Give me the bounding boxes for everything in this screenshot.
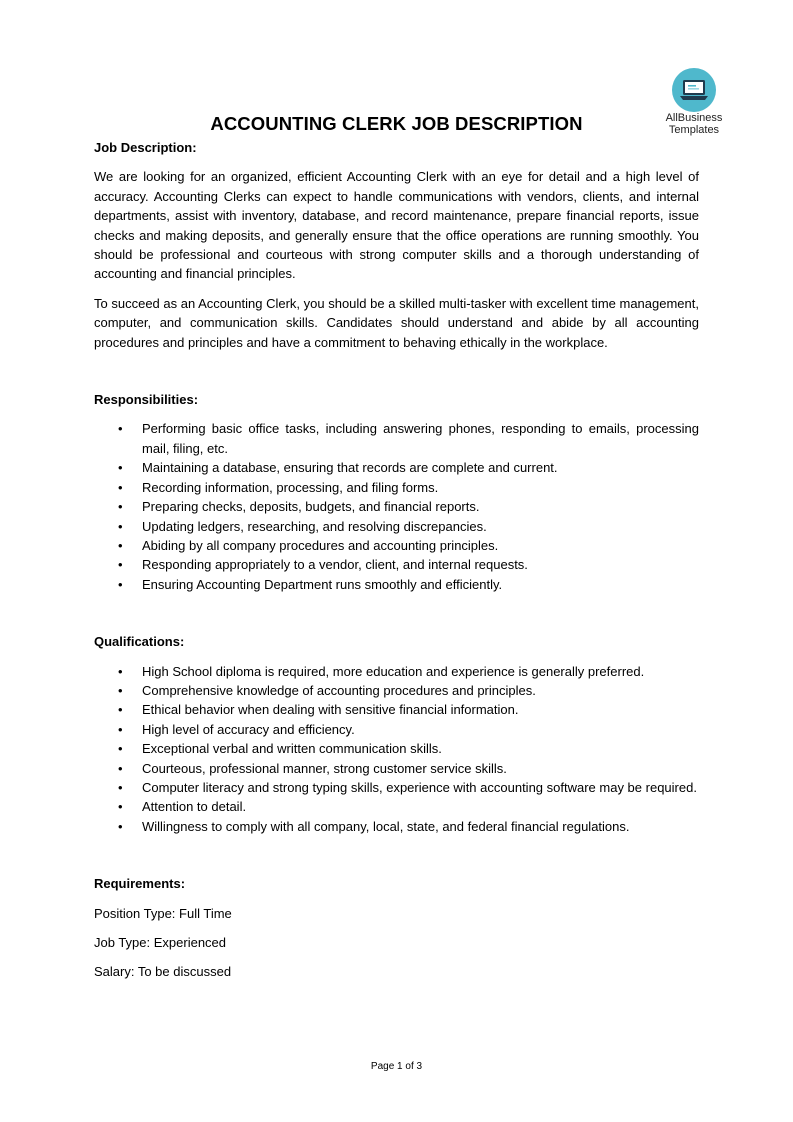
bullet-icon: •: [118, 682, 123, 698]
list-item: • Abiding by all company procedures and accounting principles.: [94, 536, 699, 555]
responsibilities-list: [94, 419, 699, 594]
document-body: [94, 138, 699, 982]
list-item: • Comprehensive knowledge of accounting procedures and principles.: [94, 681, 699, 700]
bullet-icon: •: [118, 479, 123, 495]
job-type: Job Type: Experienced: [94, 935, 227, 950]
job-description-paragraph-1: We are looking for an organized, efficient Accounting Clerk with an eye for detail and a high level of accuracy. Accounting Clerks can expect to handle communications with vendors, clients, and internal departments, assist with inventory, database, and record maintenance, prepare financial reports, issue checks and making deposits, and generally ensure that the office operations are running smoothly. You should be professional and courteous with strong computer skills and a thorough understanding of accounting and financial principles.: [94, 169, 699, 282]
qualifications-heading: Qualifications:: [94, 634, 185, 650]
bullet-icon: •: [118, 518, 123, 534]
list-item: • Computer literacy and strong typing skills, experience with accounting software may be required.: [94, 778, 699, 797]
list-item: • Preparing checks, deposits, budgets, and financial reports.: [94, 497, 699, 516]
bullet-icon: •: [118, 499, 123, 515]
list-item: • Performing basic office tasks, including answering phones, responding to emails, processing mail, filing, etc.: [118, 421, 699, 456]
job-description-paragraph-2: To succeed as an Accounting Clerk, you should be a skilled multi-tasker with excellent time management, computer, and communication skills. Candidates should understand and abide by all accounting procedures and principles and have a commitment to behaving ethically in the workplace.: [94, 295, 699, 350]
laptop-icon: [672, 68, 716, 112]
bullet-icon: •: [118, 576, 123, 592]
page-footer: Page 1 of 3: [370, 1061, 423, 1072]
bullet-icon: •: [118, 421, 123, 437]
list-item: • Responding appropriately to a vendor, client, and internal requests.: [94, 555, 699, 574]
list-item: • Ethical behavior when dealing with sensitive financial information.: [94, 700, 699, 719]
list-item: • Attention to detail.: [94, 797, 699, 816]
salary: Salary: To be discussed: [94, 964, 232, 980]
bullet-icon: •: [118, 779, 123, 795]
bullet-icon: •: [118, 721, 123, 737]
qualifications-list: [94, 662, 699, 837]
bullet-icon: •: [118, 460, 123, 476]
list-item: • Updating ledgers, researching, and resolving discrepancies.: [94, 517, 699, 536]
list-item: • Maintaining a database, ensuring that records are complete and current.: [94, 458, 699, 477]
list-item: • Willingness to comply with all company, local, state, and federal financial regulations.: [94, 817, 699, 836]
job-description-heading: Job Description:: [94, 140, 197, 155]
position-type: Position Type: Full Time: [94, 905, 232, 921]
bullet-icon: •: [118, 799, 123, 815]
bullet-icon: •: [118, 818, 123, 834]
bullet-icon: •: [118, 702, 123, 718]
requirements-heading: Requirements:: [94, 876, 186, 892]
logo-text-line2: Templates: [668, 124, 720, 136]
list-item: • Courteous, professional manner, strong customer service skills.: [94, 759, 699, 778]
bullet-icon: •: [118, 537, 123, 553]
bullet-icon: •: [118, 557, 123, 573]
list-item: • Exceptional verbal and written communication skills.: [94, 739, 699, 758]
list-item: • High School diploma is required, more education and experience is generally preferred.: [94, 662, 699, 681]
logo-text-line1: AllBusiness: [665, 112, 723, 124]
list-item: • Ensuring Accounting Department runs smoothly and efficiently.: [94, 575, 699, 594]
list-item: • High level of accuracy and efficiency.: [94, 720, 699, 739]
bullet-icon: •: [118, 663, 123, 679]
responsibilities-heading: Responsibilities:: [94, 392, 199, 408]
list-item: • Recording information, processing, and filing forms.: [94, 478, 699, 497]
page-title: ACCOUNTING CLERK JOB DESCRIPTION: [210, 113, 583, 134]
bullet-icon: •: [118, 760, 123, 776]
bullet-icon: •: [118, 741, 123, 757]
